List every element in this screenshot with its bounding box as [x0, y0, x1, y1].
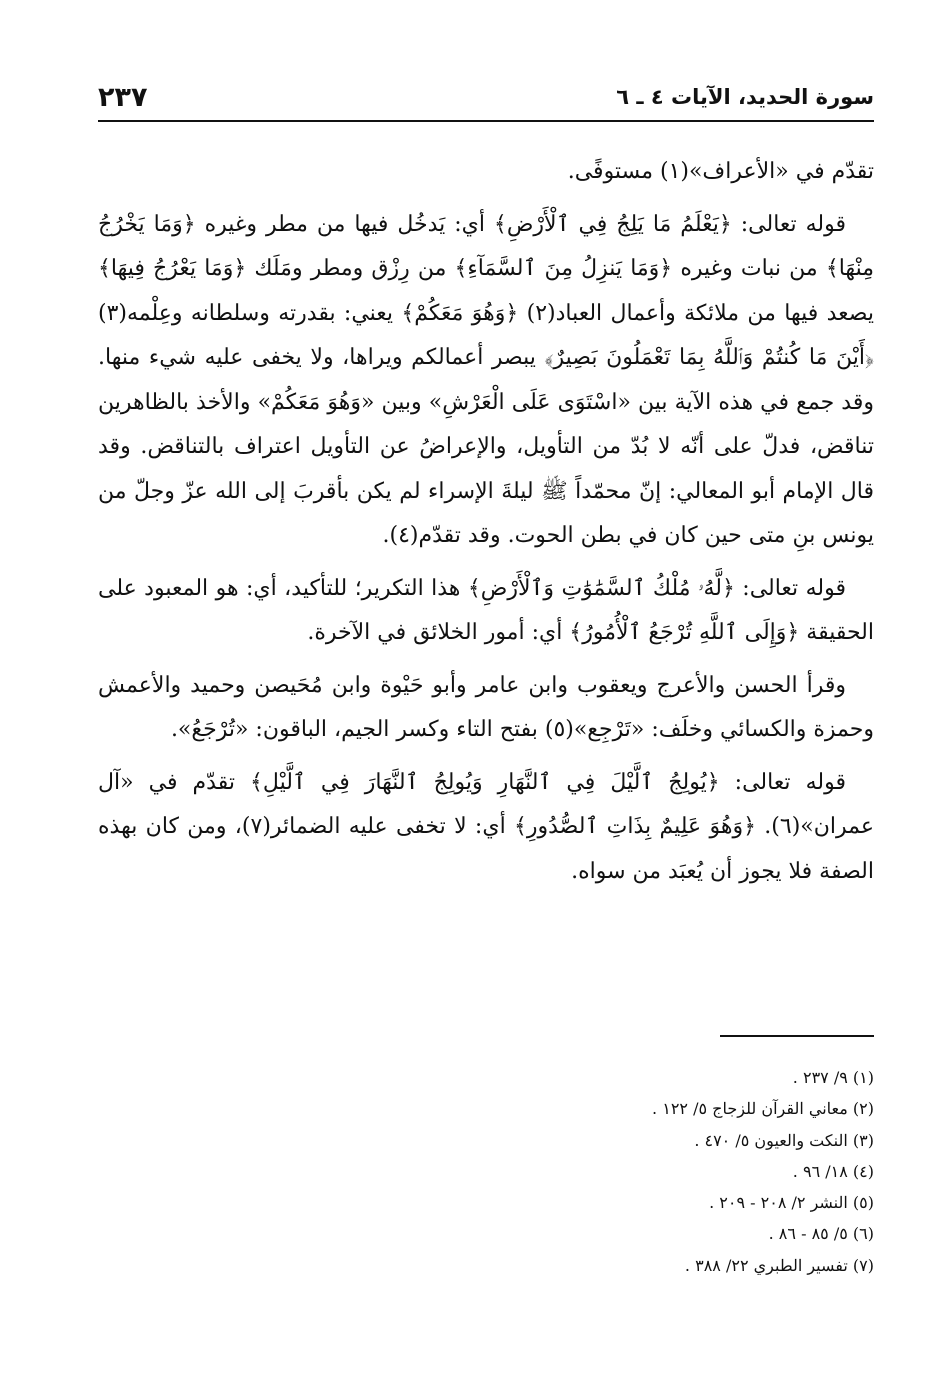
- footnotes: [98, 1062, 874, 1281]
- footnote: (٦) ٥/ ٨٥ - ٨٦ .: [768, 1224, 874, 1244]
- paragraph: قوله تعالى: ﴿يُولِجُ ٱلَّيْلَ فِي ٱلنَّهَارِ وَيُولِجُ ٱلنَّهَارَ فِي ٱلَّيْلِ﴾ تقدّم في «آل عمران»(٦). ﴿وَهُوَ عَلِيمٌ بِذَاتِ ٱلصُّدُورِ﴾ أي: لا تخفى عليه الضمائر(٧)، ومن كان بهذه الصفة فلا يجوز أن يُعبَد من سواه.: [98, 769, 875, 884]
- footnote: (١) ٩/ ٢٣٧ .: [792, 1068, 874, 1087]
- paragraph: تقدّم في «الأعراف»(١) مستوفًى.: [567, 159, 874, 184]
- page-number: ٢٣٧: [98, 81, 148, 113]
- footnote: (٧) تفسير الطبري ٢٢/ ٣٨٨ .: [684, 1255, 874, 1275]
- paragraph: قوله تعالى: ﴿لَّهُۥ مُلْكُ ٱلسَّمَٰوَٰتِ وَٱلْأَرْضِ﴾ هذا التكرير؛ للتأكيد، أي: هو المعبود على الحقيقة ﴿وَإِلَى ٱللَّهِ تُرْجَعُ ٱلْأُمُورُ﴾ أي: أمور الخلائق في الآخرة.: [98, 575, 874, 645]
- footnote-divider: [720, 1035, 874, 1037]
- footnote: (٥) النشر ٢/ ٢٠٨ - ٢٠٩ .: [709, 1193, 874, 1213]
- footnote: (٣) النكت والعيون ٥/ ٤٧٠ .: [694, 1130, 874, 1150]
- footnote: (٤) ١٨/ ٩٦ .: [792, 1161, 874, 1181]
- page-header: [98, 74, 874, 122]
- paragraph: وقرأ الحسن والأعرج ويعقوب وابن عامر وأبو حَيْوة وابن مُحَيصن وحميد والأعمش وحمزة والكسائي وخلَف: «تَرْجِع»(٥) بفتح التاء وكسر الجيم، الباقون: «تُرْجَعُ».: [98, 672, 874, 742]
- footnote: (٢) معاني القرآن للزجاج ٥/ ١٢٢ .: [652, 1099, 874, 1119]
- body-text: [98, 150, 874, 902]
- paragraph: قوله تعالى: ﴿يَعْلَمُ مَا يَلِجُ فِي ٱلْأَرْضِ﴾ أي: يَدخُل فيها من مطر وغيره ﴿وَمَا يَخْرُجُ مِنْهَا﴾ من نبات وغيره ﴿وَمَا يَنزِلُ مِنَ ٱلسَّمَآءِ﴾ من رِزْق ومطر ومَلَك ﴿وَمَا يَعْرُجُ فِيهَا﴾ يصعد فيها من ملائكة وأعمال العباد(٢) ﴿وَهُوَ مَعَكُمْ﴾ يعني: بقدرته وسلطانه وعِلْمه(٣) ﴿أَيْنَ مَا كُنتُمْ وَٱللَّهُ بِمَا تَعْمَلُونَ بَصِيرٌ﴾ يبصر أعمالكم ويراها، ولا يخفى عليه شيء منها. وقد جمع في هذه الآية بين «اسْتَوَى عَلَى الْعَرْشِ» وبين «وَهُوَ مَعَكُمْ» والأخذ بالظاهرين تناقض، فدلّ على أنّه لا بُدّ من التأويل، والإعراضُ عن التأويل اعتراف بالتناقض. وقد قال الإمام أبو المعالي: إنّ محمّداً ﷺ ليلةَ الإسراء لم يكن بأقربَ إلى الله عزّ وجلّ من يونس بنِ متى حين كان في بطن الحوت. وقد تقدّم(٤).: [98, 211, 874, 548]
- running-title: سورة الحديد، الآيات ٤ ـ ٦: [616, 85, 874, 109]
